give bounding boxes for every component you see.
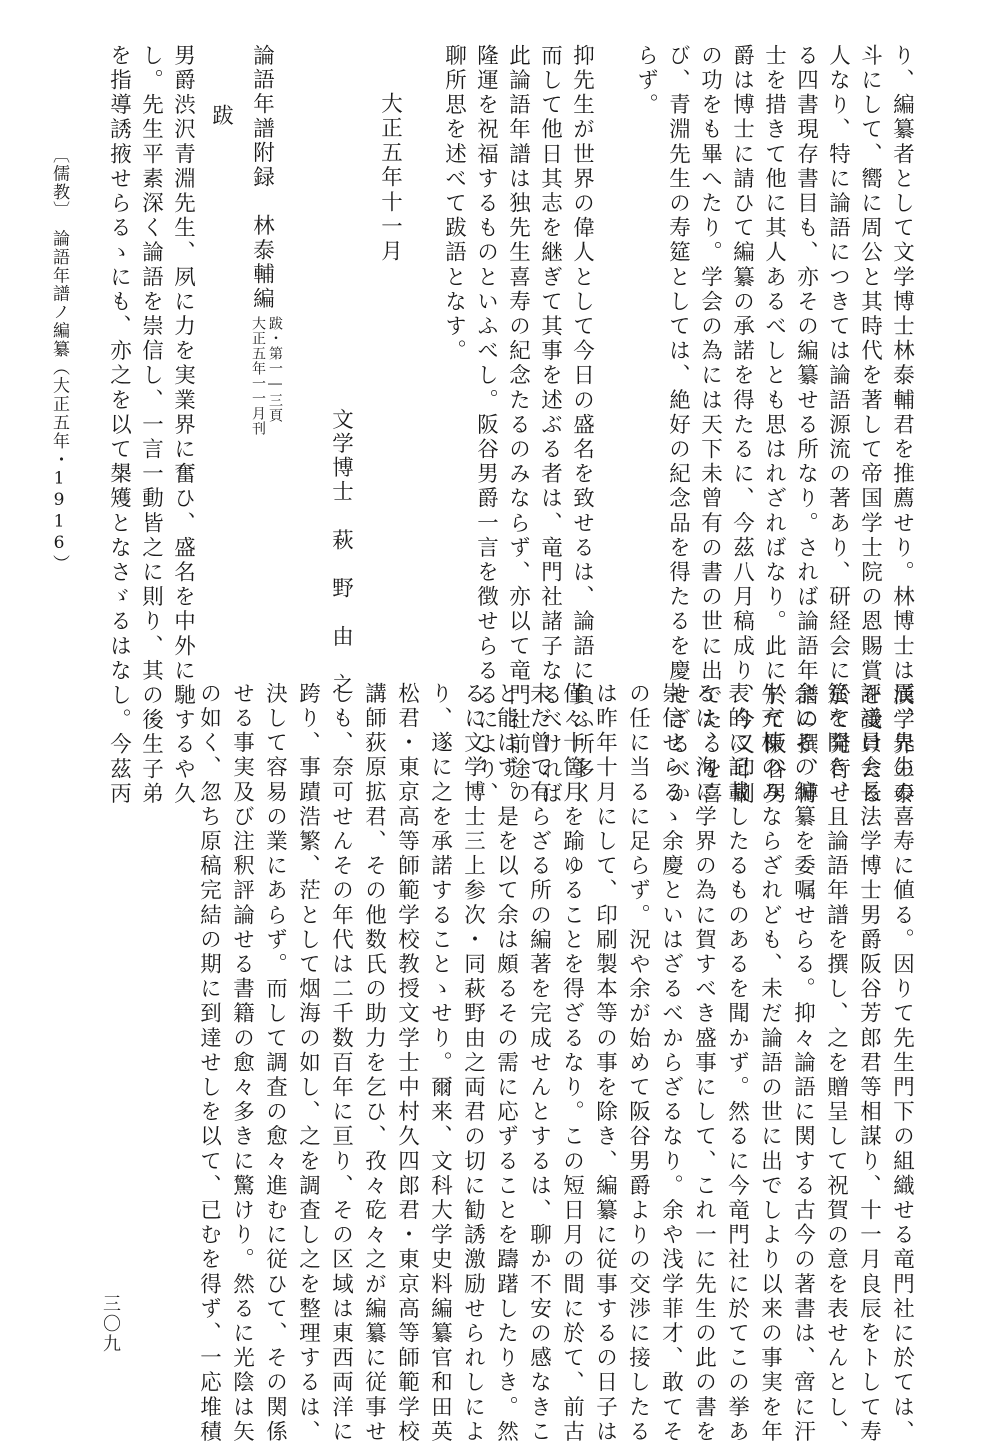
lower-line: 跨り、事蹟浩繁、茫として烟海の如し、之を調査し之を整理するは、	[295, 682, 321, 1445]
upper-line: の功をも畢へたり。学会の為には天下未曾有の書の世に出でたるを喜	[697, 44, 723, 807]
upper-line: 士を措きて他に其人あるべしとも思はれざればなり。此に於て阪谷男	[761, 44, 787, 807]
lower-line: 表的に記載したるものあるを聞かず。然るに今竜門社に於てこの挙あ	[724, 682, 750, 1445]
lower-line: 決して容易の業にあらず。而して調査の愈々進むに従ひて、その関係	[262, 682, 288, 1445]
lower-line: るに文学博士三上参次・同萩野由之両君の切に勧誘激励せられしによ	[460, 682, 486, 1445]
page-number: 三〇九	[100, 1294, 121, 1354]
upper-line: 斗にして、嚮に周公と其時代を著して帝国学士院の恩賜賞を受けたる	[857, 44, 883, 807]
lower-line: 講師荻原拡君、その他数氏の助力を乞ひ、孜々矻々之が編纂に従事せ	[361, 682, 387, 1445]
lower-line: 辰、先生の喜寿に値る。因りて先生門下の組織せる竜門社に於ては、	[889, 682, 915, 1445]
upper-line: 此論語年譜は独先生喜寿の紀念たるのみならず、亦以て竜門社前途の	[505, 44, 531, 807]
upper-line: り、編纂者として文学博士林泰輔君を推薦せり。林博士は漢学界の泰	[889, 44, 915, 807]
source-note: 大正五年一一月刊	[250, 316, 266, 436]
section-heading: 跋	[208, 104, 234, 129]
lower-line: しも、奈可せんその年代は二千数百年に亘り、その区域は東西両洋に	[328, 682, 354, 1445]
lower-line: 余にその編纂を委嘱せらる。抑々論語に関する古今の著書は、啻に汗	[790, 682, 816, 1445]
lower-line: り、遂に之を承諾することゝせり。爾来、文科大学史料編纂官和田英	[427, 682, 453, 1445]
lower-line: 崇信せらるゝ余慶といはざるべからざるなり。余や浅学菲才、敢てそ	[658, 682, 684, 1445]
source-note: 跋・第一―三頁	[267, 316, 283, 423]
lower-line: 僅々十箇月を踰ゆることを得ざるなり。この短日月の間に於て、前古	[559, 682, 585, 1445]
signature: 文学博士 萩 野 由 之	[328, 408, 354, 698]
upper-line: 抑先生が世界の偉人として今日の盛名を致せるは、論語に負ふ所多く	[569, 44, 595, 807]
upper-line: 爵は博士に請ひて編纂の承諾を得たるに、今茲八月稿成り、今又印刷	[729, 44, 755, 807]
upper-line: 而して他日其志を継ぎて其事を述ぶる者は、竜門社諸子なるべければ	[537, 44, 563, 807]
lower-line: の任に当るに足らず。況や余が始めて阪谷男爵よりの交渉に接したる	[625, 682, 651, 1445]
upper-line: び、青淵先生の寿筵としては、絶好の紀念品を得たるを慶せざるべか	[665, 44, 691, 807]
lower-line: の如く、忽ち原稿完結の期に到達せしを以て、已むを得ず、一応堆積	[196, 682, 222, 1445]
lower-line: せる事実及び注釈評論せる書籍の愈々多きに驚けり。然るに光陰は矢	[229, 682, 255, 1445]
lower-line: 未だ曾て有らざる所の編著を完成せんとするは、聊か不安の感なきこ	[526, 682, 552, 1445]
date-line: 大正五年十一月	[377, 92, 403, 265]
upper-line: 聊所思を述べて跋語となす。	[441, 44, 467, 364]
lower-line: と能はず。是を以て余は頗るその需に応ずることを躊躇したりき。然	[493, 682, 519, 1445]
lower-line: 筵を開き、且論語年譜を撰し、之を贈呈して祝賀の意を表せんとし、	[823, 682, 849, 1445]
body-line: し。先生平素深く論語を崇信し、一言一動皆之に則り、其の後生子弟	[138, 44, 164, 807]
body-line: を指導誘掖せらるゝにも、亦之を以て槼矱となさゞるはなし。今茲丙	[106, 44, 132, 807]
upper-line: る四書現存書目も、亦その編纂せる所なり。されば論語年譜の撰、博	[793, 44, 819, 807]
lower-line: 牛充棟のみならざれども、未だ論語の世に出でしより以来の事実を年	[757, 682, 783, 1445]
upper-line: 隆運を祝福するものといふべし。阪谷男爵一言を徴せらるるにより、	[473, 44, 499, 807]
upper-line: らず。	[633, 44, 659, 118]
lower-line: は昨年十月にして、印刷製本等の事を除き、編纂に従事するの日子は	[592, 682, 618, 1445]
lower-line: 松君・東京高等師範学校教授文学士中村久四郎君・東京高等師範学校	[394, 682, 420, 1445]
lower-line: るは、洵に学界の為に賀すべき盛事にして、これ一に先生の此の書を	[691, 682, 717, 1445]
lower-line: 評議員会長法学博士男爵阪谷芳郎君等相謀り、十一月良辰をトして寿	[856, 682, 882, 1445]
upper-line: 人なり、特に論語につきては論語源流の著あり、研経会に於て発行せ	[825, 44, 851, 807]
source-title: 論語年譜附録 林泰輔編	[249, 44, 275, 312]
running-footer: 〔儒教〕 論語年譜ノ編纂（大正五年・1916）	[49, 146, 69, 573]
body-line: 男爵渋沢青淵先生、夙に力を実業界に奮ひ、盛名を中外に馳するや久	[170, 44, 196, 807]
